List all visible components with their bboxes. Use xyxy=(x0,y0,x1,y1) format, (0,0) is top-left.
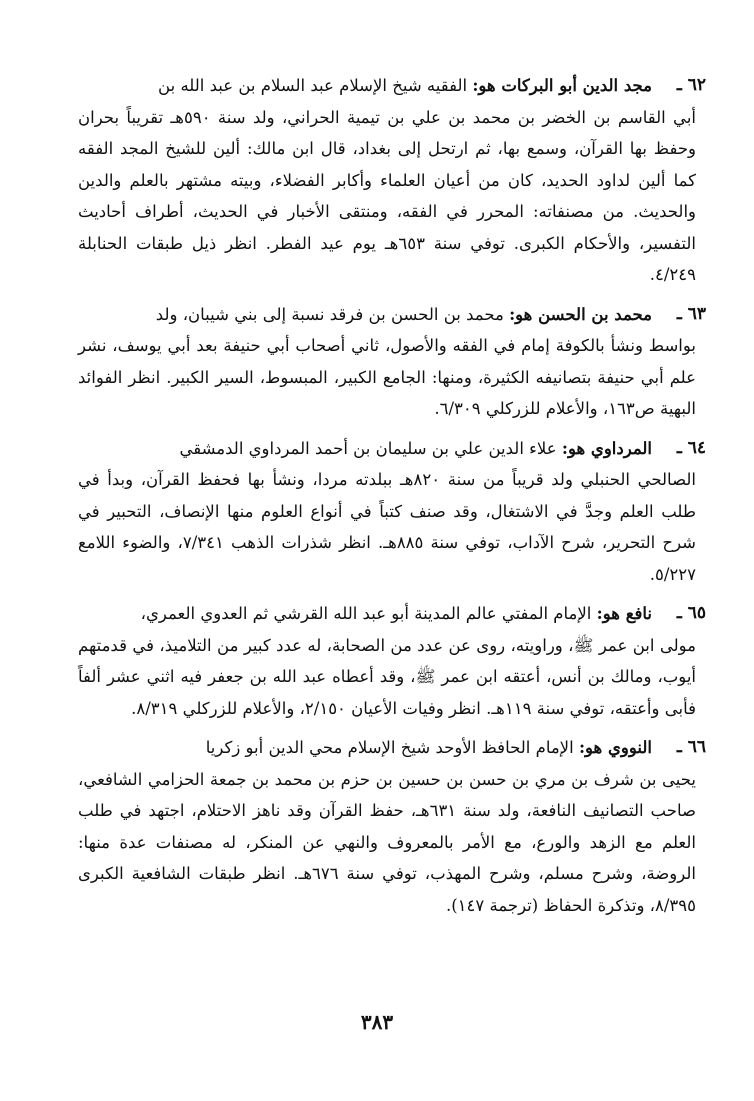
entry-rest-text: يحيى بن شرف بن مري بن حسن بن حسين بن حزم بن محمد بن جمعة الحزامي الشافعي، صاحب التصانيف النافعة، ولد سنة ٦٣١هـ، حفظ القرآن وقد ناهز الاحتلام، اجتهد في طلب العلم مع الزهد والورع، مع الأمر بالمعروف والنهي عن المنكر، له مصنفات عدة منها: الروضة، وشرح مسلم، وشرح المهذب، توفي سنة ٦٧٦هـ. انظر طبقات الشافعية الكبرى ٨/٣٩٥، وتذكرة الحفاظ (ترجمة ١٤٧). xyxy=(78,769,696,915)
entry-number: ٦٣ ـ xyxy=(676,303,706,324)
entry-64 xyxy=(78,433,706,591)
entry-name: مجد الدين أبو البركات هو: xyxy=(472,76,652,95)
entry-63 xyxy=(78,299,706,425)
entry-name: محمد بن الحسن هو: xyxy=(509,304,652,324)
page-body xyxy=(78,70,706,929)
entry-number: ٦٢ ـ xyxy=(676,75,706,95)
entry-name: النووي هو: xyxy=(578,738,652,757)
entry-rest-text: أبي القاسم بن الخضر بن محمد بن علي بن تيمية الحراني، ولد سنة ٥٩٠هـ تقريباً بحران وحفظ بها القرآن، وسمع بها، ثم ارتحل إلى بغداد، قال ابن مالك: ألين للشيخ المجد الفقه كما ألين لداود الحديد، كان من أعيان العلماء وأكابر الفضلاء، وبيته مشتهر بالعلم والدين والحديث. من مصنفاته: المحرر في الفقه، ومنتقى الأخبار في الحديث، أطراف أحاديث التفسير، والأحكام الكبرى. توفي سنة ٦٥٣هـ يوم عيد الفطر. انظر ذيل طبقات الحنابلة ٤/٢٤٩. xyxy=(78,107,696,284)
entry-first-text: علاء الدين علي بن سليمان بن أحمد المرداوي الدمشقي xyxy=(179,438,557,458)
entry-first-line xyxy=(78,732,652,764)
entry-first-text: محمد بن الحسن بن فرقد نسبة إلى بني شيبان، ولد xyxy=(155,304,504,324)
entry-first-line xyxy=(78,70,652,102)
page-number: ٣٨٣ xyxy=(360,1010,394,1034)
entry-rest-text: بواسط ونشأ بالكوفة إمام في الفقه والأصول، ثاني أصحاب أبي حنيفة بعد أبي يوسف، نشر علم أبي حنيفة بتصانيفه الكثيرة، ومنها: الجامع الكبير، المبسوط، السير الكبير. انظر الفوائد البهية ص١٦٣، والأعلام للزركلي ٦/٣٠٩. xyxy=(78,336,696,418)
entry-first-text: الإمام الحافظ الأوحد شيخ الإسلام محي الدين أبو زكريا xyxy=(205,738,574,757)
entry-number: ٦٥ ـ xyxy=(676,603,706,623)
entry-first-text: الإمام المفتي عالم المدينة أبو عبد الله القرشي ثم العدوي العمري، xyxy=(140,604,592,623)
entry-66 xyxy=(78,732,706,921)
entry-62 xyxy=(78,70,706,291)
entry-first-line xyxy=(78,299,652,331)
entry-first-line xyxy=(78,598,652,630)
entry-number: ٦٤ ـ xyxy=(676,437,706,458)
entry-first-text: الفقيه شيخ الإسلام عبد السلام بن عبد الله بن xyxy=(158,76,468,95)
entry-name: المرداوي هو: xyxy=(561,438,652,458)
entry-rest-text: مولى ابن عمر ﷺ، وراويته، روى عن عدد من الصحابة، له عدد كبير من التلاميذ، في قدمتهم أيوب، ومالك بن أنس، أعتقه ابن عمر ﷺ، وقد أعطاه عبد الله بن جعفر فيه اثني عشر ألفاً فأبى وأعتقه، توفي سنة ١١٩هـ. انظر وفيات الأعيان ٢/١٥٠، والأعلام للزركلي ٨/٣١٩. xyxy=(78,635,696,718)
entry-name: نافع هو: xyxy=(596,604,652,623)
entry-first-line xyxy=(78,433,652,465)
entry-rest-text: الصالحي الحنبلي ولد قريباً من سنة ٨٢٠هـ ببلدته مردا، ونشأ بها فحفظ القرآن، وبدأ في طلب العلم وجدَّ في الاشتغال، وقد صنف كتباً في أنواع العلوم منها الإنصاف، التحبير في شرح التحرير، شرح الآداب، توفي سنة ٨٨٥هـ. انظر شذرات الذهب ٧/٣٤١، والضوء اللامع ٥/٢٢٧. xyxy=(78,470,696,584)
entry-65 xyxy=(78,598,706,724)
entry-number: ٦٦ ـ xyxy=(676,737,706,757)
